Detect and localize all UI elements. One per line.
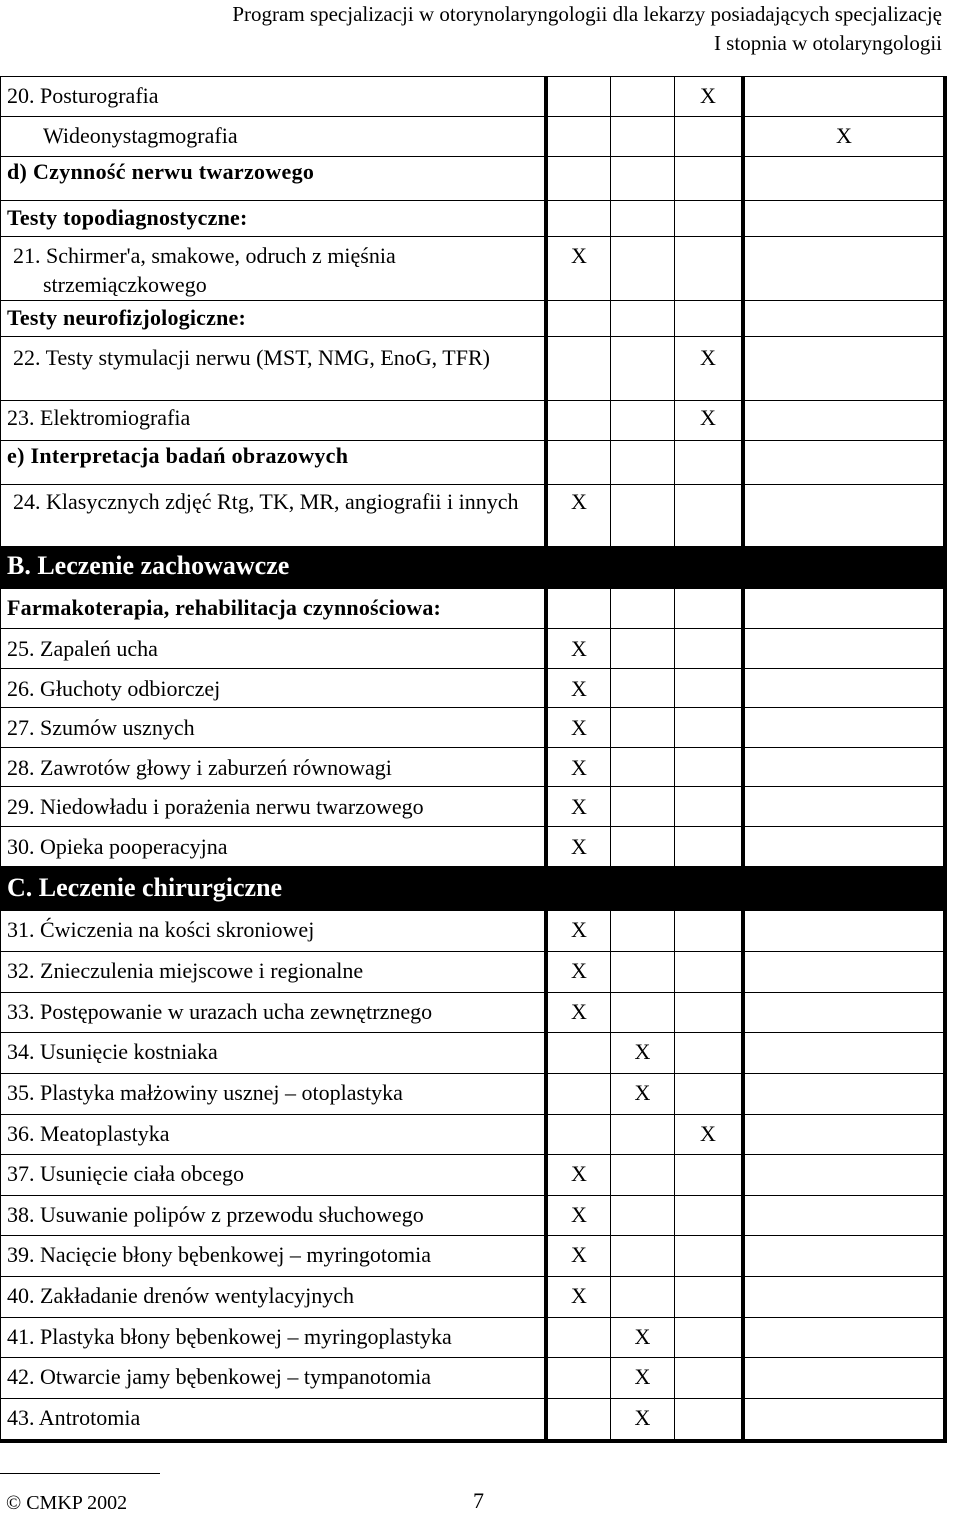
table-row xyxy=(1,1399,946,1441)
table-row xyxy=(1,629,946,669)
row-label: 39. Nacięcie błony bębenkowej – myringotomia xyxy=(1,1236,547,1277)
table-row xyxy=(1,301,946,337)
row-label: 33. Postępowanie w urazach ucha zewnętrznego xyxy=(1,993,547,1033)
row-label: 36. Meatoplastyka xyxy=(1,1115,547,1155)
group-heading: Testy neurofizjologiczne: xyxy=(1,301,547,337)
row-label: 25. Zapaleń ucha xyxy=(1,629,547,669)
mark-cell: X xyxy=(611,1399,675,1441)
section-title: C. Leczenie chirurgiczne xyxy=(7,873,283,902)
mark-cell: X xyxy=(546,952,611,993)
row-label: 32. Znieczulenia miejscowe i regionalne xyxy=(1,952,547,993)
row-label: 40. Zakładanie drenów wentylacyjnych xyxy=(1,1277,547,1318)
procedures-table xyxy=(0,76,947,1443)
row-label: 43. Antrotomia xyxy=(1,1399,547,1441)
mark-cell: X xyxy=(836,123,852,148)
mark-cell: X xyxy=(611,1033,675,1074)
row-label: 23. Elektromiografia xyxy=(1,401,547,441)
row-label: 21. Schirmer'a, smakowe, odruch z mięśnia strzemiączkowego xyxy=(13,243,396,297)
mark-cell: X xyxy=(546,669,611,708)
table-row xyxy=(1,1115,946,1155)
table-row xyxy=(1,1074,946,1115)
table-row xyxy=(1,1358,946,1399)
table-row xyxy=(1,1318,946,1358)
mark-cell: X xyxy=(546,1155,611,1196)
row-label: 29. Niedowładu i porażenia nerwu twarzowego xyxy=(1,787,547,827)
row-label: 35. Plastyka małżowiny usznej – otoplastyka xyxy=(1,1074,547,1115)
row-label: 31. Ćwiczenia na kości skroniowej xyxy=(1,911,547,952)
row-label: Wideonystagmografia xyxy=(43,123,238,148)
mark-cell: X xyxy=(675,77,744,117)
row-label: 27. Szumów usznych xyxy=(1,708,547,748)
table-row xyxy=(1,669,946,708)
table-row xyxy=(1,441,946,485)
table-row xyxy=(1,157,946,201)
table-row xyxy=(1,485,946,547)
mark-cell: X xyxy=(546,237,611,301)
row-label: 22. Testy stymulacji nerwu (MST, NMG, EnoG, TFR) xyxy=(13,345,490,370)
table-row xyxy=(1,401,946,441)
mark-cell: X xyxy=(546,993,611,1033)
mark-cell: X xyxy=(546,485,611,547)
row-label: 20. Posturografia xyxy=(1,77,547,117)
group-heading: Farmakoterapia, rehabilitacja czynnościowa: xyxy=(1,589,547,629)
mark-cell: X xyxy=(546,708,611,748)
mark-cell: X xyxy=(611,1358,675,1399)
mark-cell: X xyxy=(546,748,611,787)
table-row xyxy=(1,1155,946,1196)
row-label: 42. Otwarcie jamy bębenkowej – tympanotomia xyxy=(1,1358,547,1399)
row-label: 30. Opieka pooperacyjna xyxy=(1,827,547,867)
table-row xyxy=(1,589,946,629)
mark-cell: X xyxy=(675,337,744,401)
table-row xyxy=(1,708,946,748)
mark-cell: X xyxy=(546,1196,611,1236)
mark-cell: X xyxy=(675,1115,744,1155)
header-line-1: Program specjalizacji w otorynolaryngologii dla lekarzy posiadających specjalizację xyxy=(232,2,942,26)
subsection-title: d) Czynność nerwu twarzowego xyxy=(1,157,547,201)
table-row xyxy=(1,911,946,952)
row-label: 41. Plastyka błony bębenkowej – myringoplastyka xyxy=(1,1318,547,1358)
row-label: 28. Zawrotów głowy i zaburzeń równowagi xyxy=(1,748,547,787)
table-row xyxy=(1,993,946,1033)
table-row xyxy=(1,1236,946,1277)
mark-cell: X xyxy=(546,827,611,867)
mark-cell: X xyxy=(611,1318,675,1358)
mark-cell: X xyxy=(611,1074,675,1115)
mark-cell: X xyxy=(546,787,611,827)
table-row xyxy=(1,1033,946,1074)
table-row xyxy=(1,952,946,993)
table-row xyxy=(1,1277,946,1318)
mark-cell: X xyxy=(546,1236,611,1277)
mark-cell: X xyxy=(675,401,744,441)
table-row xyxy=(1,867,946,911)
row-label: 38. Usuwanie polipów z przewodu słuchowego xyxy=(1,1196,547,1236)
table-row xyxy=(1,547,946,589)
row-label: 24. Klasycznych zdjęć Rtg, TK, MR, angiografii i innych xyxy=(13,489,519,514)
section-title: B. Leczenie zachowawcze xyxy=(7,551,290,580)
header-line-2: I stopnia w otolaryngologii xyxy=(713,31,942,55)
table-row xyxy=(1,1196,946,1236)
row-label: 34. Usunięcie kostniaka xyxy=(1,1033,547,1074)
mark-cell: X xyxy=(546,1277,611,1318)
footer-divider xyxy=(0,1473,160,1474)
mark-cell: X xyxy=(546,629,611,669)
table-row xyxy=(1,748,946,787)
table-row xyxy=(1,201,946,237)
page-number: 7 xyxy=(473,1488,484,1513)
row-label: 37. Usunięcie ciała obcego xyxy=(1,1155,547,1196)
page-header xyxy=(0,0,942,58)
subsection-title: e) Interpretacja badań obrazowych xyxy=(1,441,547,485)
table-row xyxy=(1,77,946,117)
mark-cell: X xyxy=(546,911,611,952)
table-row xyxy=(1,337,946,401)
table-row xyxy=(1,237,946,301)
group-heading: Testy topodiagnostyczne: xyxy=(1,201,547,237)
footer-copyright: © CMKP 2002 xyxy=(6,1492,128,1514)
row-label: 26. Głuchoty odbiorczej xyxy=(1,669,547,708)
table-row xyxy=(1,787,946,827)
table-row xyxy=(1,827,946,867)
table-row xyxy=(1,117,946,157)
